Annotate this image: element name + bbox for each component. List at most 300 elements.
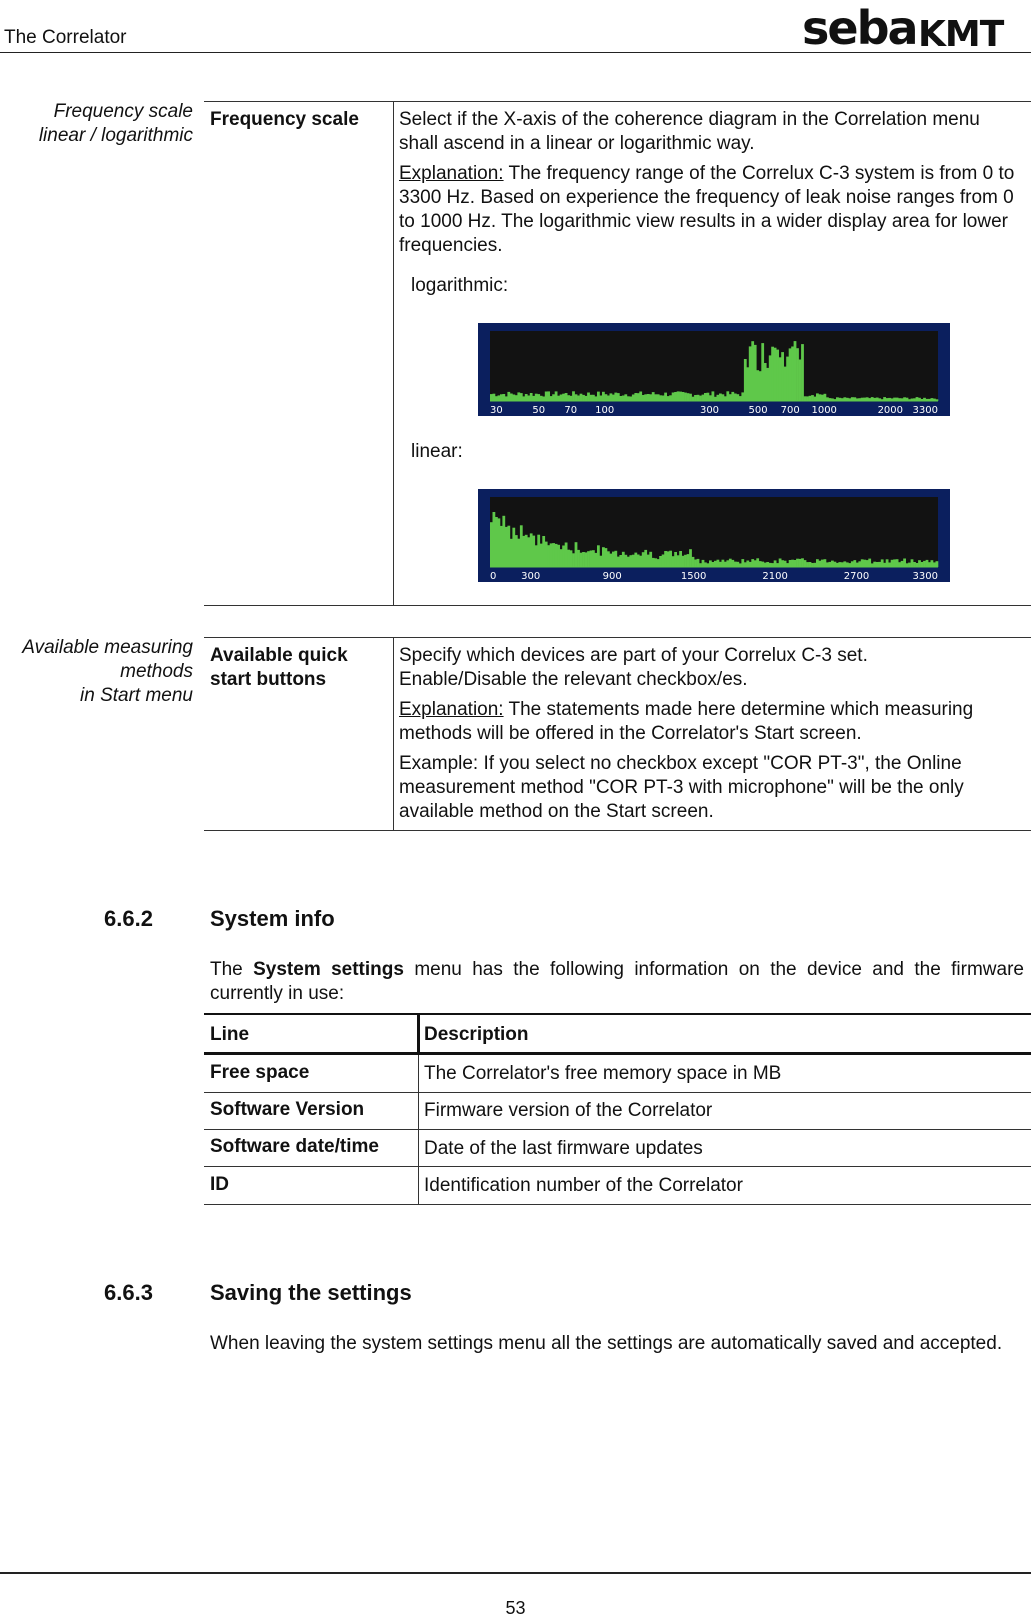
- spectrum-bar: [547, 391, 550, 401]
- spectrum-bar: [617, 393, 620, 401]
- spectrum-bar: [761, 562, 764, 567]
- spectrum-bar: [634, 393, 637, 401]
- spectrum-bar: [619, 396, 622, 401]
- spectrum-bar: [801, 558, 804, 567]
- spectrum-bar: [498, 518, 501, 567]
- spectrum-bar: [764, 563, 767, 567]
- spectrum-bar: [824, 394, 827, 401]
- spectrum-bar: [644, 550, 647, 567]
- spectrum-bar: [834, 562, 837, 567]
- chart-tick-label: 2100: [762, 571, 788, 582]
- spectrum-bar: [550, 396, 553, 401]
- spectrum-bar: [517, 392, 520, 401]
- spectrum-bar: [570, 396, 573, 401]
- spectrum-bar: [804, 560, 807, 567]
- logo-text-suffix: KMT: [918, 14, 1004, 52]
- quick-start-line1: Specify which devices are part of your Correlux C-3 set.: [399, 645, 868, 666]
- spectrum-bar: [542, 536, 545, 567]
- spectrum-bar: [843, 397, 846, 401]
- spectrum-bar: [816, 559, 819, 567]
- spectrum-bar: [712, 391, 715, 401]
- spectrum-bar: [918, 560, 921, 567]
- spectrum-bar: [824, 559, 827, 567]
- spectrum-bar: [560, 395, 563, 402]
- spectrum-bar: [612, 552, 615, 567]
- spectrum-bar: [577, 396, 580, 402]
- explanation-label: Explanation:: [399, 163, 504, 184]
- spectrum-bar: [672, 393, 675, 402]
- chart-tick-label: 50: [532, 405, 546, 416]
- frequency-scale-description: Select if the X-axis of the coherence diagram in the Correlation menu shall ascend in a linear or logarithmic way.: [399, 109, 980, 154]
- spectrum-bar: [836, 397, 839, 401]
- spectrum-bar: [694, 395, 697, 401]
- spectrum-bar: [776, 563, 779, 567]
- info-row-software-date-label: Software date/time: [210, 1136, 379, 1157]
- spectrum-bar: [811, 563, 814, 567]
- spectrum-bar: [515, 395, 518, 401]
- spectrum-bar: [714, 397, 717, 401]
- spectrum-bar: [585, 552, 588, 567]
- section-662-number: 6.6.2: [104, 906, 153, 931]
- spectrum-bar: [863, 560, 866, 567]
- spectrum-bar: [689, 394, 692, 401]
- section-663-title: Saving the settings: [210, 1280, 412, 1305]
- spectrum-bar: [754, 560, 757, 567]
- info-table-header-divider: [417, 1013, 420, 1055]
- spectrum-bar: [814, 563, 817, 567]
- spectrum-bar: [662, 555, 665, 568]
- spectrum-bar: [786, 563, 789, 567]
- spectrum-bar: [517, 539, 520, 567]
- chart-tick-label: 2700: [843, 571, 870, 582]
- spectrum-bar: [746, 367, 749, 401]
- spectrum-bar: [652, 392, 655, 401]
- spectrum-bar: [731, 560, 734, 567]
- spectrum-bar: [622, 552, 625, 567]
- spectrum-bar: [781, 560, 784, 567]
- spectrum-bar: [542, 397, 545, 402]
- spectrum-bar: [843, 561, 846, 567]
- spectrum-bar: [697, 559, 700, 567]
- spectrum-bar: [836, 563, 839, 567]
- spectrum-bar: [801, 344, 804, 401]
- spectrum-bar: [679, 392, 682, 401]
- spectrum-bar: [756, 370, 759, 401]
- spectrum-bar: [687, 554, 690, 567]
- spectrum-bar: [657, 394, 660, 401]
- spectrum-bar: [726, 560, 729, 567]
- spectrum-bar: [731, 392, 734, 401]
- spectrum-bar: [610, 554, 613, 567]
- spectrum-bar: [896, 398, 899, 401]
- spectrum-bar: [729, 559, 732, 567]
- spectrum-bar: [829, 562, 832, 567]
- spectrum-bar: [622, 396, 625, 402]
- spectrum-bar: [677, 555, 680, 567]
- spectrum-bar: [572, 391, 575, 401]
- spectrum-bar: [814, 397, 817, 401]
- spectrum-bar: [878, 562, 881, 567]
- spectrum-bar: [545, 392, 548, 402]
- spectrum-bar: [607, 396, 610, 402]
- logarithmic-caption: logarithmic:: [411, 275, 509, 296]
- spectrum-bar: [505, 527, 508, 567]
- spectrum-bar: [704, 562, 707, 567]
- section-663-text: When leaving the system settings menu all the settings are automatically saved and accepted.: [210, 1333, 1003, 1354]
- spectrum-bar: [639, 556, 642, 567]
- system-settings-bold: System settings: [253, 959, 404, 980]
- spectrum-bar: [637, 555, 640, 568]
- spectrum-bar: [600, 556, 603, 567]
- spectrum-bar: [600, 396, 603, 402]
- spectrum-bar: [525, 535, 528, 567]
- spectrum-bar: [804, 396, 807, 401]
- spectrum-bar: [557, 545, 560, 567]
- chart-tick-label: 0: [490, 571, 497, 582]
- spectrum-bar: [771, 347, 774, 401]
- spectrum-bar: [565, 393, 568, 401]
- spectrum-bar: [624, 555, 627, 567]
- spectrum-bar: [637, 393, 640, 401]
- spectrum-bar: [567, 395, 570, 401]
- spectrum-bar: [796, 348, 799, 401]
- spectrum-bar: [647, 394, 650, 401]
- spectrum-bar: [580, 553, 583, 567]
- spectrum-bar: [781, 352, 784, 401]
- spectrum-bar: [816, 393, 819, 401]
- spectrum-bar: [565, 543, 568, 568]
- spectrum-bar: [794, 560, 797, 567]
- spectrum-bar: [786, 357, 789, 401]
- spectrum-bar: [575, 542, 578, 567]
- spectrum-bar: [789, 560, 792, 567]
- spectrum-bar: [749, 346, 752, 401]
- spectrum-bar: [863, 398, 866, 401]
- info-row-free-space-label: Free space: [210, 1062, 310, 1083]
- spectrum-bar: [766, 562, 769, 567]
- sebakmt-logo: [802, 6, 1026, 52]
- spectrum-bar: [560, 549, 563, 567]
- spectrum-bar: [736, 394, 739, 401]
- logarithmic-chart-svg: [478, 323, 950, 416]
- margin-note-available-methods: Available measuring methods in Start menu: [22, 637, 193, 706]
- spectrum-bar: [759, 561, 762, 567]
- spectrum-bar: [756, 558, 759, 567]
- spectrum-bar: [911, 559, 914, 567]
- spectrum-bar: [520, 525, 523, 567]
- spectrum-bar: [734, 394, 737, 402]
- spectrum-bar: [736, 562, 739, 567]
- spectrum-bar: [662, 396, 665, 402]
- spectrum-bar: [766, 368, 769, 401]
- spectrum-bar: [555, 544, 558, 567]
- spectrum-bar: [754, 345, 757, 401]
- spectrum-bar: [722, 560, 725, 567]
- info-header-description: Description: [424, 1024, 529, 1045]
- spectrum-bar: [557, 396, 560, 401]
- spectrum-bar: [707, 393, 710, 401]
- spectrum-bar: [525, 394, 528, 401]
- quick-start-example: Example: If you select no checkbox except "COR PT-3", the Online measurement method "COR PT-3 with microphone" will be the only available method on the Start screen.: [399, 753, 964, 822]
- info-row-software-date-desc: Date of the last firmware updates: [424, 1138, 703, 1159]
- spectrum-bar: [570, 550, 573, 567]
- spectrum-bar: [734, 562, 737, 567]
- spectrum-bar: [505, 396, 508, 401]
- spectrum-bar: [692, 557, 695, 567]
- spectrum-bar: [916, 563, 919, 567]
- spectrum-bar: [776, 350, 779, 401]
- spectrum-bar: [928, 562, 931, 567]
- spectrum-bar: [627, 396, 630, 401]
- spectrum-bar: [500, 394, 503, 401]
- spectrum-bar: [547, 545, 550, 567]
- spectrum-bar: [682, 392, 685, 401]
- spectrum-bar: [597, 392, 600, 401]
- spectrum-bar: [739, 563, 742, 567]
- spectrum-bar: [582, 395, 585, 401]
- spectrum-bar: [597, 545, 600, 567]
- chart-tick-label: 300: [521, 571, 541, 582]
- spectrum-bar: [702, 560, 705, 567]
- spectrum-bar: [522, 396, 525, 401]
- chart-tick-label: 1000: [811, 405, 837, 416]
- spectrum-bar: [751, 559, 754, 567]
- spectrum-bar: [669, 551, 672, 567]
- spectrum-bar: [587, 393, 590, 402]
- spectrum-bar: [769, 563, 772, 567]
- spectrum-bar: [856, 563, 859, 567]
- logo-text-main: seba: [802, 6, 917, 52]
- spectrum-bar: [679, 551, 682, 567]
- table-quick-col-divider: [393, 637, 394, 830]
- spectrum-bar: [649, 552, 652, 567]
- spectrum-bar: [507, 392, 510, 401]
- spectrum-bar: [883, 563, 886, 567]
- info-table-bottom-rule: [204, 1204, 1031, 1205]
- spectrum-bar: [664, 551, 667, 567]
- chart-tick-label: 900: [602, 571, 622, 582]
- spectrum-bar: [512, 528, 515, 567]
- spectrum-bar: [741, 559, 744, 567]
- info-table-top-rule: [204, 1013, 1031, 1015]
- info-table-row-rule-2: [204, 1129, 1031, 1130]
- spectrum-bar: [610, 393, 613, 401]
- spectrum-bar: [689, 549, 692, 567]
- info-header-line: Line: [210, 1024, 250, 1045]
- spectrum-bar: [846, 562, 849, 567]
- spectrum-bar: [933, 562, 936, 567]
- table1-bottom-rule: [204, 605, 1031, 606]
- spectrum-bar: [537, 535, 540, 567]
- chart-tick-label: 300: [699, 405, 720, 416]
- spectrum-bar: [906, 563, 909, 567]
- spectrum-bar: [639, 392, 642, 402]
- spectrum-bar: [580, 394, 583, 401]
- section-662-intro: The System settings menu has the following information on the device and the firmware currently in use:: [210, 959, 1024, 1004]
- spectrum-bar: [784, 367, 787, 401]
- spectrum-bar: [502, 516, 505, 567]
- spectrum-bar: [552, 543, 555, 567]
- spectrum-bar: [717, 395, 720, 401]
- spectrum-bar: [861, 559, 864, 567]
- spectrum-bar: [647, 555, 650, 567]
- margin-note-frequency-scale: Frequency scale linear / logarithmic: [38, 101, 193, 146]
- spectrum-bar: [612, 395, 615, 401]
- spectrum-bar: [667, 551, 670, 567]
- spectrum-bar: [507, 526, 510, 567]
- spectrum-bar: [677, 391, 680, 401]
- spectrum-bar: [527, 396, 530, 402]
- spectrum-bar: [540, 396, 543, 401]
- spectrum-bar: [791, 560, 794, 567]
- header-rule: [0, 52, 1031, 53]
- spectrum-bar: [664, 393, 667, 401]
- spectrum-bar: [848, 563, 851, 567]
- chart-tick-label: 30: [490, 405, 503, 416]
- table-quick-top-rule: [204, 637, 1031, 638]
- spectrum-bar: [682, 556, 685, 567]
- spectrum-bar: [717, 560, 720, 567]
- spectrum-bar: [624, 394, 627, 401]
- spectrum-bar: [719, 394, 722, 402]
- spectrum-bar: [724, 396, 727, 401]
- page-number: 53: [505, 1598, 526, 1618]
- spectrum-bar: [806, 396, 809, 401]
- spectrum-bar: [582, 552, 585, 567]
- spectrum-bar: [699, 396, 702, 401]
- spectrum-bar: [510, 394, 513, 402]
- spectrum-bar: [719, 562, 722, 567]
- quick-start-label: Available quick start buttons: [210, 645, 348, 690]
- info-table-header-rule: [204, 1052, 1031, 1055]
- spectrum-bar: [697, 395, 700, 401]
- spectrum-bar: [871, 563, 874, 567]
- quick-start-line2: Enable/Disable the relevant checkbox/es.: [399, 669, 748, 690]
- spectrum-bar: [866, 560, 869, 567]
- spectrum-bar: [901, 561, 904, 567]
- spectrum-bar: [535, 545, 538, 567]
- spectrum-bar: [652, 558, 655, 567]
- spectrum-bar: [888, 563, 891, 568]
- spectrum-bar: [490, 394, 493, 401]
- spectrum-bar: [694, 560, 697, 568]
- info-table-row-rule-3: [204, 1166, 1031, 1167]
- info-row-software-version-desc: Firmware version of the Correlator: [424, 1100, 713, 1121]
- spectrum-bar: [729, 394, 732, 401]
- spectrum-bar: [567, 550, 570, 567]
- spectrum-bar: [614, 393, 617, 401]
- running-header-title: The Correlator: [4, 27, 127, 48]
- spectrum-bar: [530, 393, 533, 401]
- spectrum-bar: [535, 394, 538, 401]
- spectrum-bar: [629, 397, 632, 402]
- spectrum-bar: [585, 396, 588, 401]
- spectrum-bar: [883, 397, 886, 401]
- spectrum-bar: [602, 547, 605, 567]
- spectrum-bar: [751, 341, 754, 401]
- spectrum-bar: [555, 391, 558, 401]
- spectrum-bar: [605, 394, 608, 401]
- spectrum-bar: [550, 543, 553, 567]
- spectrum-bar: [659, 395, 662, 401]
- spectrum-bar: [532, 536, 535, 567]
- chart-tick-label: 3300: [912, 405, 938, 416]
- spectrum-bar: [799, 360, 802, 402]
- section-662-title: System info: [210, 906, 335, 931]
- spectrum-bar: [552, 394, 555, 401]
- spectrum-bar: [851, 397, 854, 401]
- spectrum-bar: [871, 397, 874, 401]
- spectrum-bar: [520, 393, 523, 401]
- spectrum-bar: [771, 563, 774, 567]
- spectrum-bar: [784, 561, 787, 567]
- spectrum-bar: [913, 562, 916, 567]
- spectrum-bar: [876, 398, 879, 402]
- spectrum-bar: [493, 394, 496, 401]
- spectrum-bar: [605, 548, 608, 567]
- spectrum-bar: [562, 394, 565, 401]
- spectrum-bar: [749, 562, 752, 567]
- spectrum-bar: [614, 551, 617, 567]
- spectrum-bar: [759, 371, 762, 401]
- spectrum-bar: [642, 395, 645, 401]
- frequency-scale-explanation: [399, 162, 1024, 258]
- spectrum-bar: [799, 559, 802, 567]
- spectrum-bar: [821, 560, 824, 567]
- spectrum-bar: [632, 555, 635, 567]
- footer-rule: [0, 1572, 1031, 1574]
- spectrum-bar: [809, 562, 812, 567]
- spectrum-bar: [746, 561, 749, 568]
- table1-col-divider: [393, 101, 394, 605]
- spectrum-bar: [619, 555, 622, 567]
- spectrum-bar: [654, 394, 657, 401]
- quick-start-explanation: [399, 698, 1029, 746]
- chart-tick-label: 500: [748, 405, 768, 416]
- spectrum-bar: [590, 395, 593, 401]
- spectrum-bar: [908, 563, 911, 567]
- spectrum-bar: [858, 561, 861, 567]
- spectrum-bar: [761, 343, 764, 401]
- spectrum-bar: [684, 555, 687, 567]
- linear-coherence-chart: [478, 489, 950, 582]
- spectrum-bar: [657, 559, 660, 567]
- spectrum-bar: [826, 562, 829, 567]
- spectrum-bar: [936, 561, 939, 567]
- spectrum-bar: [575, 394, 578, 401]
- linear-caption: linear:: [411, 441, 463, 462]
- spectrum-bar: [659, 556, 662, 567]
- spectrum-bar: [522, 536, 525, 567]
- chart-tick-label: 70: [564, 405, 578, 416]
- spectrum-bar: [774, 348, 777, 401]
- spectrum-bar: [851, 561, 854, 567]
- spectrum-bar: [744, 562, 747, 567]
- spectrum-bar: [903, 559, 906, 568]
- section-663-number: 6.6.3: [104, 1280, 153, 1305]
- spectrum-bar: [898, 562, 901, 567]
- spectrum-bar: [502, 394, 505, 401]
- spectrum-bar: [532, 396, 535, 401]
- spectrum-bar: [896, 559, 899, 567]
- quick-explanation-text: The statements made here determine which measuring methods will be offered in the Correlator's Start screen.: [399, 699, 974, 744]
- spectrum-bar: [891, 560, 894, 567]
- spectrum-bar: [537, 394, 540, 401]
- info-table-row-rule-1: [204, 1092, 1031, 1093]
- spectrum-bar: [577, 550, 580, 567]
- spectrum-bar: [853, 560, 856, 567]
- spectrum-bar: [806, 562, 809, 567]
